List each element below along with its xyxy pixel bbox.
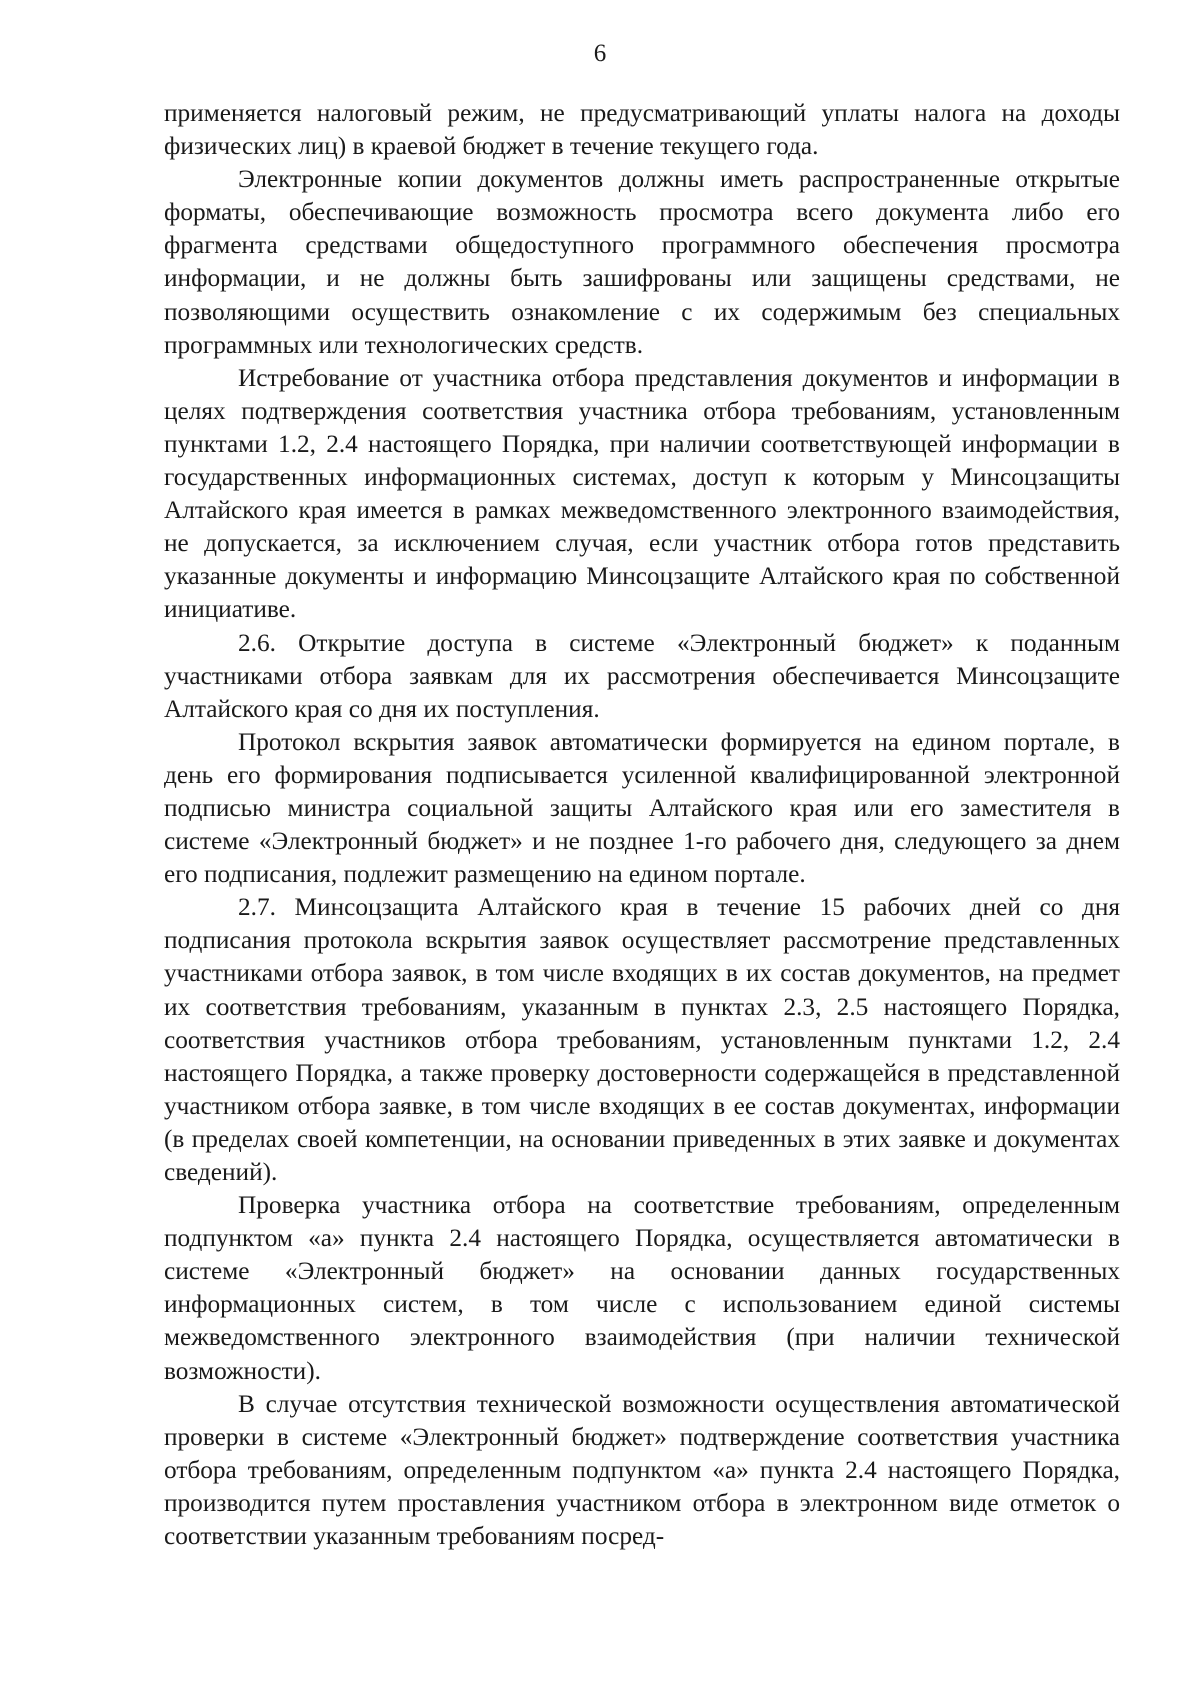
paragraph-6: 2.7. Минсоцзащита Алтайского края в течение 15 рабочих дней со дня подписания протокола вскрытия заявок осуществляет рассмотрение представленных участниками отбора заявок, в том числе входящих в их состав документов, на предмет их соответствия требованиям, указанным в пунктах 2.3, 2.5 настоящего Порядка, соответствия участников отбора требованиям, установленным пунктами 1.2, 2.4 настоящего Порядка, а также проверку достоверности содержащейся в представленной участником отбора заявке, в том числе входящих в ее состав документах, информации (в пределах своей компетенции, на основании приведенных в этих заявке и документах сведений).: [164, 893, 1120, 1186]
document-body: [164, 97, 1120, 1553]
paragraph-5: Протокол вскрытия заявок автоматически формируется на едином портале, в день его формирования подписывается усиленной квалифицированной электронной подписью министра социальной защиты Алтайского края или его заместителя в системе «Электронный бюджет» и не позднее 1-го рабочего дня, следующего за днем его подписания, подлежит размещению на едином портале.: [164, 727, 1120, 889]
page-number: 6: [593, 40, 607, 67]
paragraph-4: 2.6. Открытие доступа в системе «Электронный бюджет» к поданным участниками отбора заявкам для их рассмотрения обеспечивается Минсоцзащите Алтайского края со дня их поступления.: [164, 628, 1120, 723]
paragraph-1: применяется налоговый режим, не предусматривающий уплаты налога на доходы физических лиц) в краевой бюджет в течение текущего года.: [164, 99, 1120, 161]
paragraph-7: Проверка участника отбора на соответствие требованиям, определенным подпунктом «а» пункта 2.4 настоящего Порядка, осуществляется автоматически в системе «Электронный бюджет» на основании данных государственных информационных систем, в том числе с использованием единой системы межведомственного электронного взаимодействия (при наличии технической возможности).: [164, 1191, 1120, 1385]
paragraph-2: Электронные копии документов должны иметь распространенные открытые форматы, обеспечивающие возможность просмотра всего документа либо его фрагмента средствами общедоступного программного обеспечения просмотра информации, и не должны быть зашифрованы или защищены средствами, не позволяющими осуществить ознакомление с их содержимым без специальных программных или технологических средств.: [164, 165, 1120, 359]
paragraph-8: В случае отсутствия технической возможности осуществления автоматической проверки в системе «Электронный бюджет» подтверждение соответствия участника отбора требованиям, определенным подпунктом «а» пункта 2.4 настоящего Порядка, производится путем проставления участником отбора в электронном виде отметок о соответствии указанным требованиям посред-: [164, 1389, 1120, 1551]
paragraph-3: Истребование от участника отбора представления документов и информации в целях подтверждения соответствия участника отбора требованиям, установленным пунктами 1.2, 2.4 настоящего Порядка, при наличии соответствующей информации в государственных информационных системах, доступ к которым у Минсоцзащиты Алтайского края имеется в рамках межведомственного электронного взаимодействия, не допускается, за исключением случая, если участник отбора готов представить указанные документы и информацию Минсоцзащите Алтайского края по собственной инициативе.: [164, 363, 1120, 624]
